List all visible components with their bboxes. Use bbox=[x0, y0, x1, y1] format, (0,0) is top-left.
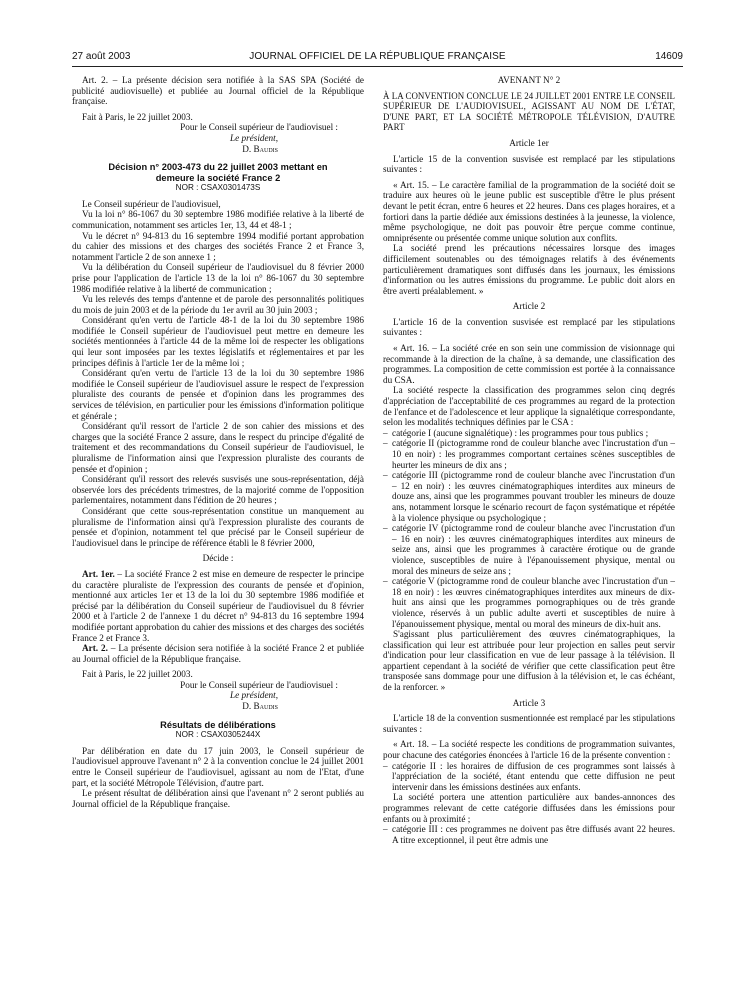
article-1-label: Art. 1er. bbox=[82, 568, 115, 579]
article-2-label: Art. 2. bbox=[82, 643, 108, 654]
signature-line: Pour le Conseil supérieur de l'audiovisuel : bbox=[180, 679, 338, 690]
paragraph: « Art. 15. – Le caractère familial de la programmation de la société doit se traduire aux heures où le jeune public est susceptible d'être le plus présent devant le petit écran, entre 6 heures et 22 heures. Dans ces plages horaires, et a fortiori dans la partie dédiée aux émissions destinées à la jeunesse, la violence, même psychologique, ne doit pas pouvoir être perçue comme continue, omniprésente ou présentée comme unique solution aux conflits. bbox=[383, 179, 675, 243]
article-heading: Article 2 bbox=[512, 301, 546, 312]
fait-a-paris: Fait à Paris, le 22 juillet 2003. bbox=[82, 669, 193, 680]
category-list bbox=[383, 824, 675, 845]
list-item: – catégorie I (aucune signalétique) : les programmes pour tous publics ; bbox=[383, 428, 675, 439]
paragraph: Considérant qu'il ressort des relevés susvisés une sous-représentation, déjà observée lors des précédents trimestres, de la majorité comme de l'opposition parlementaires, notamment dans l'édition de 20 heures ; bbox=[72, 474, 364, 506]
signature-role: Le président, bbox=[230, 690, 278, 701]
paragraph: Vu la loi n° 86-1067 du 30 septembre 1986 modifiée relative à la liberté de communication, notamment ses articles 1er, 13, 44 et 48-1 ; bbox=[72, 209, 364, 230]
nor-reference: NOR : CSAX0305244X bbox=[175, 730, 261, 740]
paragraph: L'article 18 de la convention susmentionnée est remplacé par les stipulations suivantes : bbox=[383, 713, 675, 734]
left-column bbox=[72, 75, 364, 809]
nor-reference: NOR : CSAX0301473S bbox=[175, 183, 261, 193]
paragraph: La société prend les précautions nécessaires lorsque des images difficilement soutenables ou des témoignages relatifs à des événements particulièrement dramatiques sont diffusés dans les journaux, les émissions d'information ou les autres émissions du programme. Le public doit alors en être averti préalablement. » bbox=[383, 243, 675, 296]
paragraph: L'article 15 de la convention susvisée est remplacé par les stipulations suivantes : bbox=[383, 153, 675, 175]
header-journal-title: JOURNAL OFFICIEL DE LA RÉPUBLIQUE FRANÇAISE bbox=[249, 51, 506, 62]
paragraph: Le Conseil supérieur de l'audiovisuel, bbox=[82, 198, 221, 209]
decision-title: Décision n° 2003-473 du 22 juillet 2003 mettant en demeure la société France 2 bbox=[108, 162, 328, 183]
list-item: – catégorie III : ces programmes ne doivent pas être diffusés avant 22 heures. A titre exceptionnel, il peut être admis une bbox=[383, 824, 675, 845]
results-title: Résultats de délibérations bbox=[160, 719, 276, 730]
header-page-number: 14609 bbox=[655, 51, 683, 62]
results-paragraph: Le présent résultat de délibération ainsi que l'avenant n° 2 seront publiés au Journal officiel de la République française. bbox=[72, 788, 364, 809]
signature-name: D. Baudis bbox=[242, 143, 278, 154]
category-list bbox=[383, 428, 675, 629]
page-header bbox=[72, 51, 683, 65]
paragraph: S'agissant plus particulièrement des œuvres cinématographiques, la classification qui leur est attribuée pour leur projection en salles peut servir d'indication pour leur classification en vue de leur passage à la télévision. Il appartient cependant à la société de vérifier que cette classification peut être transposée sans dommage pour une diffusion à la télévision et, le cas échéant, de la renforcer. » bbox=[383, 629, 675, 693]
paragraph: L'article 16 de la convention susvisée est remplacé par les stipulations suivantes : bbox=[383, 316, 675, 338]
paragraph: « Art. 16. – La société crée en son sein une commission de visionnage qui recommande à la direction de la chaîne, à sa demande, une classification des programmes. La composition de cette commission est portée à la connaissance du CSA. bbox=[383, 343, 675, 385]
paragraph: Considérant qu'il ressort de l'article 2 de son cahier des missions et des charges que la société France 2 assure, dans le respect du principe d'égalité de traitement et des recommandations du Conseil supérieur de l'audiovisuel, le pluralisme de l'information ainsi que l'expression pluraliste des courants de pensée et d'opinion ; bbox=[72, 421, 364, 474]
signature-role: Le président, bbox=[230, 132, 278, 143]
article-heading: Article 3 bbox=[512, 697, 546, 708]
signature-line: Pour le Conseil supérieur de l'audiovisuel : bbox=[180, 122, 338, 133]
avenant-subtitle: À LA CONVENTION CONCLUE LE 24 JUILLET 2001 ENTRE LE CONSEIL SUPÉRIEUR DE L'AUDIOVISUEL, AGISSANT AU NOM DE L'ÉTAT, D'UNE PART, ET LA SOCIÉTÉ MÉTROPOLE TÉLÉVISION, D'AUTRE PART bbox=[383, 90, 675, 133]
article-2-text: – La présente décision sera notifiée à la société France 2 et publiée au Journal officiel de la République française. bbox=[72, 643, 364, 664]
paragraph: Considérant qu'en vertu de l'article 48-1 de la loi du 30 septembre 1986 modifiée le Conseil supérieur de l'audiovisuel peut mettre en demeure les sociétés mentionnées à l'article 44 de la même loi de respecter les obligations qui leur sont imposées par les textes législatifs et réglementaires et par les principes définis à l'article 1er de la même loi ; bbox=[72, 315, 364, 368]
list-item: – catégorie V (pictogramme rond de couleur blanche avec l'incrustation d'un – 18 en noir) : les œuvres cinématographiques interdites aux mineurs de dix-huit ans ainsi que les programmes pornographiques ou de très grande violence, réservés à un public adulte averti et susceptibles de nuire à l'épanouissement physique, mental ou moral des mineurs de dix-huit ans. bbox=[383, 576, 675, 629]
list-item: – catégorie III (pictogramme rond de couleur blanche avec l'incrustation d'un – 12 en noir) : les œuvres cinématographiques interdites aux mineurs de douze ans, ainsi que les programmes pouvant troubler les mineurs de douze ans, notamment lorsque le scénario recourt de façon systématique et répétée à la violence physique ou psychologique ; bbox=[383, 470, 675, 523]
paragraph: La société portera une attention particulière aux bandes-annonces des programmes relevant de cette catégorie diffusées dans les émissions pour enfants ou à proximité ; bbox=[383, 792, 675, 824]
paragraph: Considérant qu'en vertu de l'article 13 de la loi du 30 septembre 1986 modifiée le Conseil supérieur de l'audiovisuel assure le respect de l'expression pluraliste des courants de pensée et d'opinion dans les programmes des services de télévision, en particulier pour les émissions d'information politique et générale ; bbox=[72, 368, 364, 421]
list-item: – catégorie IV (pictogramme rond de couleur blanche avec l'incrustation d'un – 16 en noir) : les œuvres cinématographiques interdites aux mineurs de seize ans, ainsi que les programmes à caractère érotique ou de grande violence, susceptibles de nuire à l'épanouissement physique, mental ou moral des mineurs de seize ans ; bbox=[383, 523, 675, 576]
paragraph: Vu les relevés des temps d'antenne et de parole des personnalités politiques du mois de juin 2003 et de la période du 1er avril au 30 juin 2003 ; bbox=[72, 294, 364, 315]
paragraph: Considérant que cette sous-représentation constitue un manquement au pluralisme de l'information ainsi qu'à l'expression pluraliste des courants de pensée et d'opinion, notamment tel que précisé par le Conseil supérieur de l'audiovisuel dans le principe de référence établi le 8 février 2000, bbox=[72, 505, 364, 548]
article-1-text: – La société France 2 est mise en demeure de respecter le principe du caractère pluraliste de l'expression des courants de pensée et d'opinion, mentionné aux articles 1er et 13 de la loi du 30 septembre 1986 modifiée et précisé par la délibération du Conseil supérieur de l'audiovisuel du 8 février 2000 et à l'article 2 de l'annexe 1 du décret n° 94-813 du 16 septembre 1994 modifiée portant approbation du cahier des missions et des charges des sociétés France 2 et France 3. bbox=[72, 568, 364, 643]
decide-heading: Décide : bbox=[202, 553, 234, 564]
art2-notification: Art. 2. – La présente décision sera notifiée à la SAS SPA (Société de publicité audiovisuelle) et publiée au Journal officiel de la République française. bbox=[72, 75, 364, 107]
list-item: – catégorie II : les horaires de diffusion de ces programmes sont laissés à l'appréciation de la société, étant entendu que cette diffusion ne peut intervenir dans les émissions destinées aux enfants. bbox=[383, 761, 675, 793]
list-item: – catégorie II (pictogramme rond de couleur blanche avec l'incrustation d'un – 10 en noir) : les programmes comportant certaines scènes susceptibles de heurter les mineurs de dix ans ; bbox=[383, 438, 675, 470]
fait-a-paris: Fait à Paris, le 22 juillet 2003. bbox=[82, 111, 193, 122]
category-list bbox=[383, 761, 675, 793]
header-date: 27 août 2003 bbox=[72, 51, 131, 62]
header-rule bbox=[72, 66, 683, 67]
paragraph: Vu le décret n° 94-813 du 16 septembre 1994 modifié portant approbation du cahier des missions et des charges des sociétés France 2 et France 3, notamment l'article 2 de son annexe 1 ; bbox=[72, 230, 364, 262]
right-column bbox=[383, 75, 675, 845]
article-2 bbox=[72, 643, 364, 664]
paragraph: « Art. 18. – La société respecte les conditions de programmation suivantes, pour chacune des catégories énoncées à l'article 16 de la présente convention : bbox=[383, 739, 675, 761]
signature-name: D. Baudis bbox=[242, 701, 278, 712]
results-paragraph: Par délibération en date du 17 juin 2003, le Conseil supérieur de l'audiovisuel approuve l'avenant n° 2 à la convention conclue le 24 juillet 2001 entre le Conseil supérieur de l'audiovisuel, agissant au nom de l'Etat, d'une part, et la société Métropole Télévision, d'autre part. bbox=[72, 745, 364, 788]
paragraph: La société respecte la classification des programmes selon cinq degrés d'appréciation de l'acceptabilité de ces programmes au regard de la protection de l'enfance et de l'adolescence et leur applique la signalétique correspondante, selon les modalités techniques définies par le CSA : bbox=[383, 385, 675, 428]
decision-body bbox=[72, 199, 364, 549]
paragraph: Vu la délibération du Conseil supérieur de l'audiovisuel du 8 février 2000 prise pour l'application de l'article 13 de la loi n° 86-1067 du 30 septembre 1986 modifiée relative à la liberté de communication ; bbox=[72, 262, 364, 294]
article-heading: Article 1er bbox=[509, 137, 549, 148]
article-1 bbox=[72, 569, 364, 643]
avenant-heading: AVENANT N° 2 bbox=[497, 75, 561, 85]
